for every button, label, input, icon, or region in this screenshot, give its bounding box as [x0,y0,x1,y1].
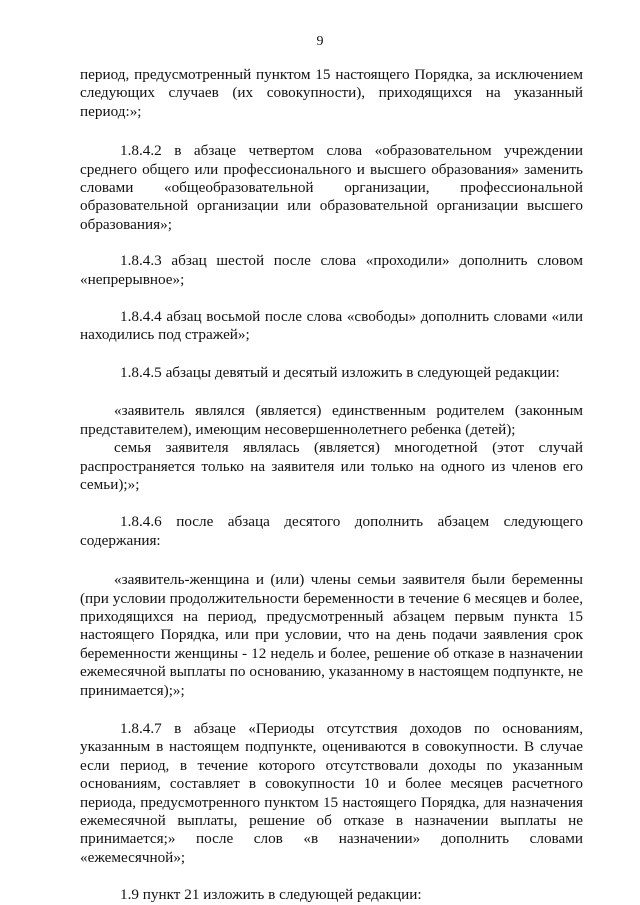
paragraph-1-8-4-2: 1.8.4.2 в абзаце четвертом слова «образовательном учреждении среднего общего или профессионального и высшего образования» заменить словами «общеобразовательной организации, профессиональной образовательной организации или образовательной организации высшего образования»; [80,142,583,233]
paragraph-1-8-4-6: 1.8.4.6 после абзаца десятого дополнить абзацем следующего содержания: [80,513,583,549]
page-number: 9 [316,34,324,49]
quoted-paragraph-pregnancy: «заявитель-женщина и (или) члены семьи заявителя были беременны (при условии продолжительности беременности в течение 6 месяцев и более, приходящихся на период, предусмотренный абзацем первым пункта 15 настоящего Порядка, или при условии, что на день подачи заявления срок беременности женщины - 12 недель и более, решение об отказе в назначении ежемесячной выплаты по основанию, указанному в настоящем подпункте, не принимается);»; [80,571,583,699]
paragraph-1-9: 1.9 пункт 21 изложить в следующей редакции: [120,886,422,904]
document-body [80,66,583,905]
paragraph-1-8-4-7: 1.8.4.7 в абзаце «Периоды отсутствия доходов по основаниям, указанным в настоящем подпункте, оцениваются в совокупности. В случае если период, в течение которого отсутствовали доходы по указанным основаниям, составляет в совокупности 10 и более месяцев расчетного периода, предусмотренного пунктом 15 настоящего Порядка, для назначения ежемесячной выплаты, решение об отказе в назначении выплаты не принимается;» после слов «в назначении» дополнить словами «ежемесячной»; [80,719,583,866]
paragraph-1-8-4-5: 1.8.4.5 абзацы девятый и десятый изложить в следующей редакции: [120,363,560,381]
paragraph-1-8-4-3: 1.8.4.3 абзац шестой после слова «проходили» дополнить словом «непрерывное»; [80,252,583,288]
paragraph-continuation: период, предусмотренный пунктом 15 настоящего Порядка, за исключением следующих случаев (их совокупности), приходящихся на указанный период:»; [80,66,583,120]
paragraph-1-8-4-4: 1.8.4.4 абзац восьмой после слова «свободы» дополнить словами «или находились под стражей»; [80,308,583,344]
quoted-paragraph-single-parent: «заявитель являлся (является) единственным родителем (законным представителем), имеющим несовершеннолетнего ребенка (детей); [80,402,583,438]
quoted-paragraph-large-family: семья заявителя являлась (является) многодетной (этот случай распространяется только на заявителя или только на одного из членов его семьи);»; [80,439,583,493]
